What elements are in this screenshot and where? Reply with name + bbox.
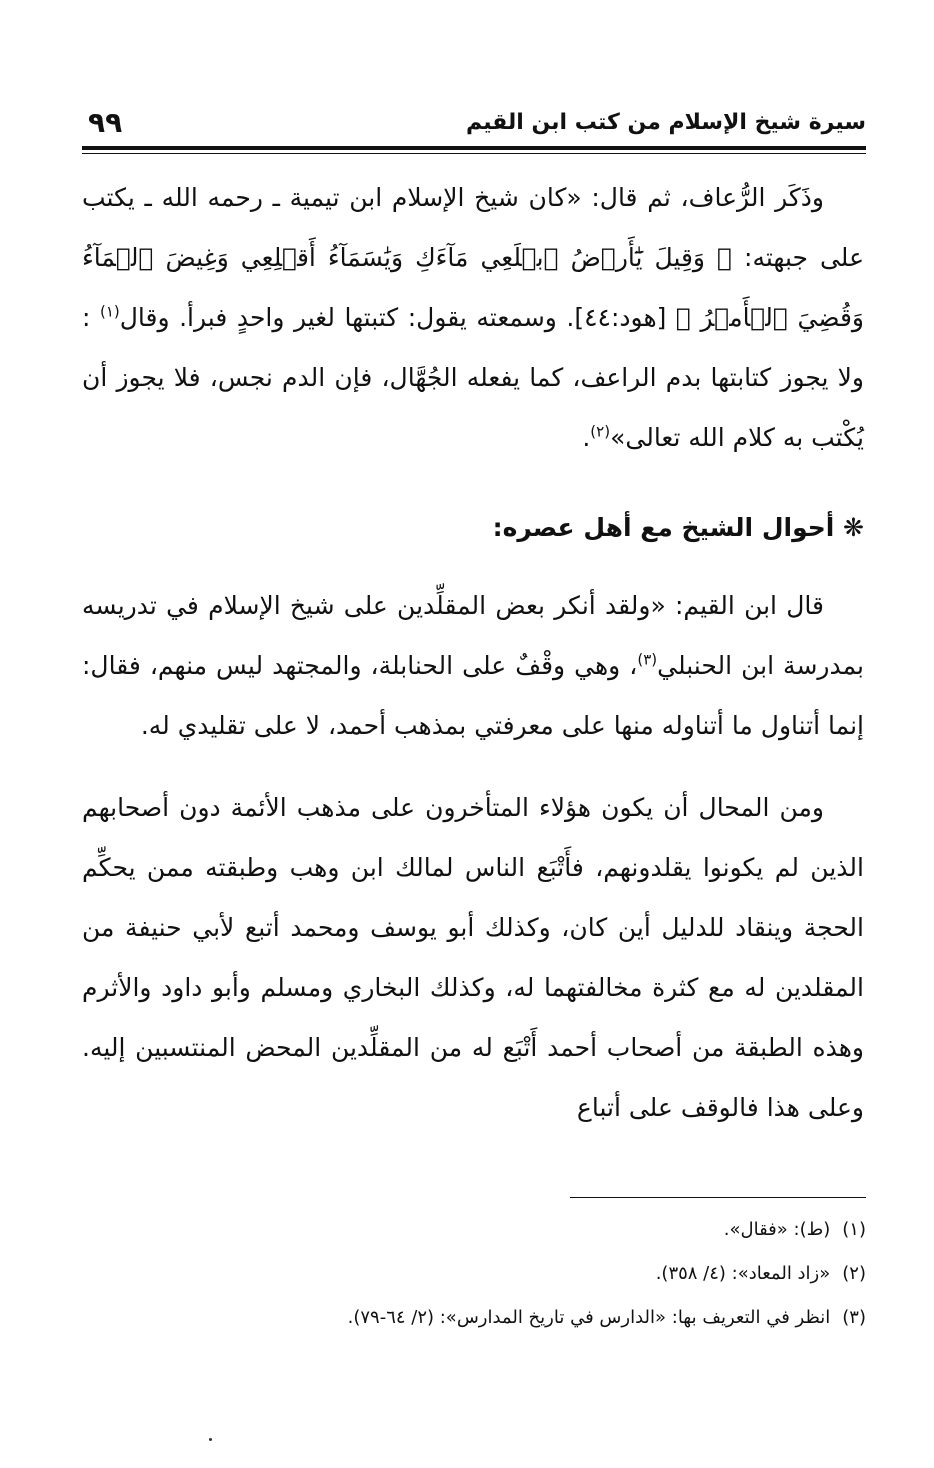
paragraph-2-text: قال ابن القيم: «ولقد أنكر بعض المقلِّدين على شيخ الإسلام في تدريسه بمدرسة ابن الحنبلي — [82, 591, 865, 680]
paragraph-2-text-cont: ، وهي وقْفٌ على الحنابلة، والمجتهد ليس منهم، فقال: إنما أتناول ما أتناوله منها على معرفتي بمذهب أحمد، لا على تقليدي له. — [82, 651, 864, 740]
main-text — [82, 168, 864, 1138]
footnote-number: (٢) — [842, 1263, 866, 1284]
footnote-number: (١) — [842, 1219, 866, 1240]
page-header — [82, 104, 866, 144]
section-heading: ❋ أحوال الشيخ مع أهل عصره: — [492, 513, 864, 542]
footnote-2 — [82, 1252, 866, 1296]
footnote-ref-1: (١) — [99, 302, 120, 321]
page-number: ٩٩ — [88, 106, 123, 139]
paragraph-1 — [82, 168, 864, 468]
footnote-text: «زاد المعاد»: (٤/ ٣٥٨). — [655, 1263, 831, 1284]
scan-speck — [209, 1438, 212, 1441]
footnote-text: انظر في التعريف بها: «الدارس في تاريخ المدارس»: (٢/ ٦٤-٧٩). — [347, 1307, 831, 1328]
running-title: سيرة شيخ الإسلام من كتب ابن القيم — [465, 110, 866, 135]
paragraph-2 — [82, 576, 864, 756]
footnote-ref-3: (٣) — [637, 650, 658, 669]
paragraph-1-text-end: . — [582, 423, 591, 452]
header-rule-thick — [82, 146, 866, 150]
footnote-number: (٣) — [842, 1307, 866, 1328]
footnote-text: (ط): «فقال». — [723, 1219, 831, 1240]
footnote-separator — [570, 1197, 866, 1198]
paragraph-1-text-cont: : ولا يجوز كتابتها بدم الراعف، كما يفعله الجُهَّال، فإن الدم نجس، فلا يجوز أن يُكْتب به كلام الله تعالى» — [82, 303, 864, 452]
paragraph-1-text: وذَكَر الرُّعاف، ثم قال: «كان شيخ الإسلام ابن تيمية ـ رحمه الله ـ يكتب على جبهته: ﴿ وَقِيلَ يَٰٓأَرۡضُ ٱبۡلَعِي مَآءَكِ وَيَٰسَمَآءُ أَقۡلِعِي وَغِيضَ ٱلۡمَآءُ وَقُضِيَ ٱلۡأَمۡرُ ﴾ [هود:٤٤]. وسمعته يقول: كتبتها لغير واحدٍ فبرأ. وقال — [82, 183, 864, 332]
footnote-3 — [82, 1296, 866, 1340]
footnote-1 — [82, 1208, 866, 1252]
header-rule-thin — [82, 153, 866, 154]
footnotes — [82, 1208, 866, 1340]
paragraph-3: ومن المحال أن يكون هؤلاء المتأخرون على مذهب الأئمة دون أصحابهم الذين لم يكونوا يقلدونهم، فأَتْبَع الناس لمالك ابن وهب وطبقته ممن يحكِّم الحجة وينقاد للدليل أين كان، وكذلك أبو يوسف ومحمد أتبع لأبي حنيفة من المقلدين له مع كثرة مخالفتهما له، وكذلك البخاري ومسلم وأبو داود والأثرم وهذه الطبقة من أصحاب أحمد أَتْبَع له من المقلِّدين المحض المنتسبين إليه. وعلى هذا فالوقف على أتباع — [82, 793, 864, 1122]
footnote-ref-2: (٢) — [590, 422, 611, 441]
